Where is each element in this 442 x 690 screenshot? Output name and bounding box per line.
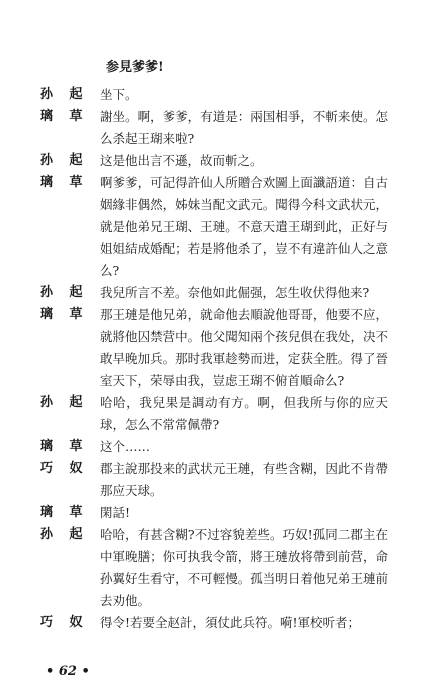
dialogue-entry xyxy=(40,458,442,502)
dialogue-entry xyxy=(40,502,442,524)
speaker-name: 孙 起 xyxy=(40,153,89,168)
speaker-name: 巧 奴 xyxy=(40,615,89,630)
speech-text: 哈哈，有甚含糊?不过容貌差些。巧奴!孤同二郡主在中軍晚膳；你可执我令箭，將王璉放将帶到前营，命孙翼好生看守，不可輕慢。孤当明日着他兄弟王璉前去劝他。 xyxy=(100,527,388,608)
speech-text: 郡主說那投来的武状元王璉，有些含糊，因此不肯帶那应天球。 xyxy=(100,461,388,498)
dialogue-entry xyxy=(40,172,442,282)
speaker-name: 巧 奴 xyxy=(40,461,89,476)
speech-text: 閑話! xyxy=(100,505,131,520)
dialogue-list xyxy=(0,84,442,634)
opening-line: 参見爹爹! xyxy=(106,60,164,75)
dialogue-entry xyxy=(40,282,442,304)
speaker-name: 孙 起 xyxy=(40,87,89,102)
dialogue-entry xyxy=(40,304,442,392)
speech-text: 謝坐。啊，爹爹，有道是：兩国相爭，不斬来使。怎么杀起王瑚来啦? xyxy=(100,109,388,146)
speech-text: 哈哈，我兒果是調动有方。啊，但我所与你的应天球，怎么不常常佩帶? xyxy=(100,395,388,432)
speaker-name: 璃 草 xyxy=(40,175,89,190)
speech-text: 这个…… xyxy=(100,439,151,454)
speaker-name: 孙 起 xyxy=(40,285,89,300)
page-number: • 62 • xyxy=(46,664,90,679)
dialogue-entry xyxy=(40,612,442,634)
speech-text: 啊爹爹，可記得許仙人所贈合欢圖上面讖語道：自古姻緣非偶然，姊妹当配文武元。聞得今科文武状元，就是他弟兄王瑚、王璉。不意天遣王瑚到此，正好与姐姐結成婚配；若是將他杀了，豈不有違許仙人之意么? xyxy=(100,175,388,278)
speech-text: 那王璉是他兄弟，就命他去順說他哥哥，他要不应，就將他囚禁营中。他父聞知兩个孩兒俱在我处，决不敢早晚加兵。那时我軍趁勢而进，定获全胜。得了晉室天下，荣辱由我，豈虑王瑚不俯首順命么? xyxy=(100,307,388,388)
speaker-name: 璃 草 xyxy=(40,505,89,520)
dialogue-entry xyxy=(40,524,442,612)
dialogue-entry xyxy=(40,106,442,150)
speaker-name: 孙 起 xyxy=(40,527,89,542)
speaker-name: 璃 草 xyxy=(40,439,89,454)
speaker-name: 孙 起 xyxy=(40,395,89,410)
dialogue-entry xyxy=(40,84,442,106)
speech-text: 得令!若要全赵計，須仗此兵符。嗬!軍校听者； xyxy=(100,615,361,630)
speech-text: 我兒所言不差。奈他如此倔强，怎生收伏得他来? xyxy=(100,285,370,300)
speech-text: 坐下。 xyxy=(100,87,138,102)
dialogue-entry xyxy=(40,436,442,458)
speech-text: 这是他出言不遜，故而斬之。 xyxy=(100,153,263,168)
script-text xyxy=(0,58,442,634)
speaker-name: 璃 草 xyxy=(40,109,89,124)
dialogue-entry xyxy=(40,392,442,436)
speaker-name: 璃 草 xyxy=(40,307,89,322)
dialogue-entry xyxy=(40,150,442,172)
